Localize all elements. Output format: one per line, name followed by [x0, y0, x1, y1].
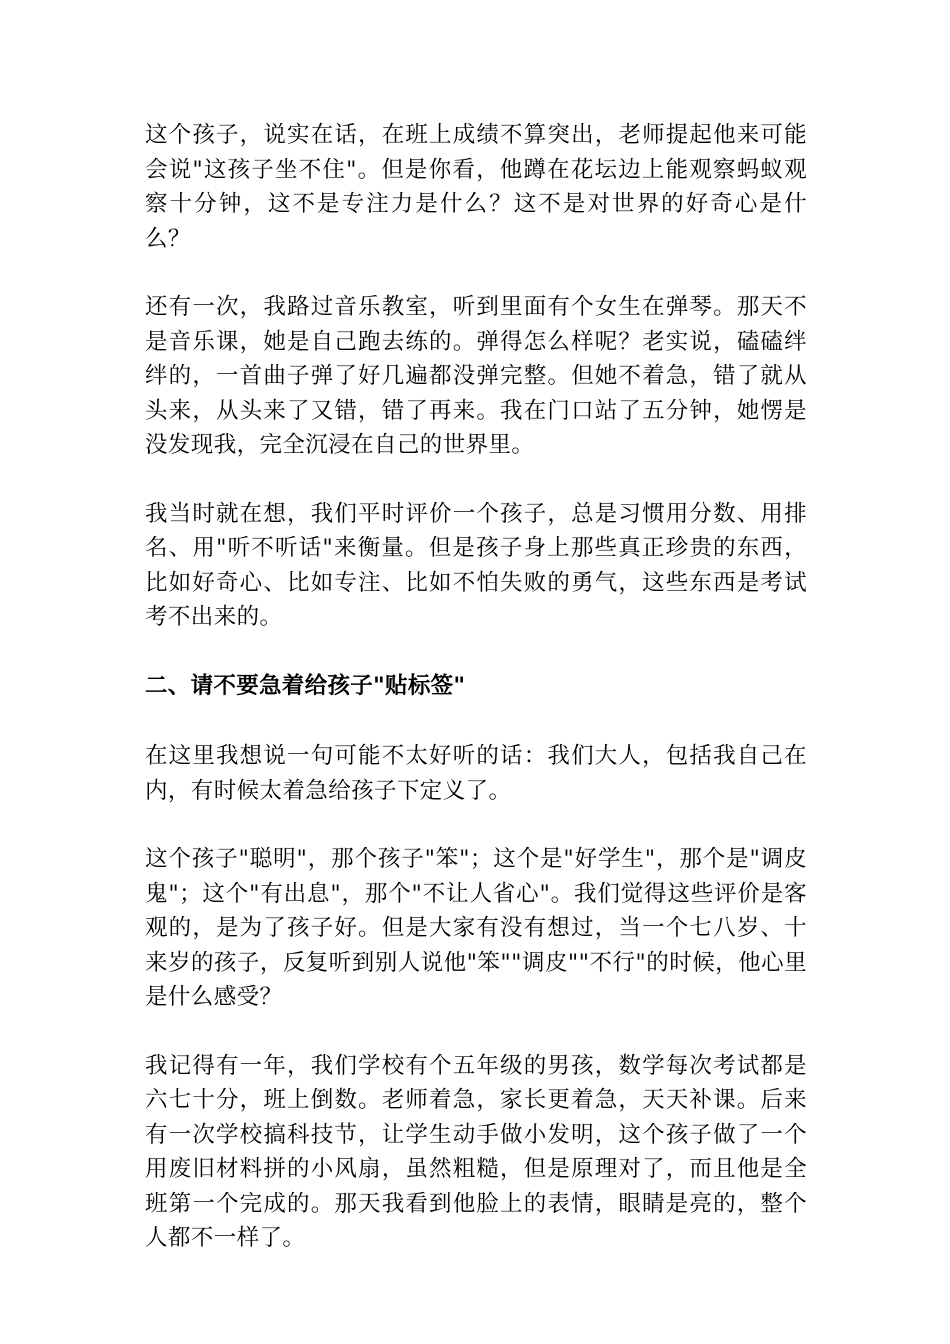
paragraph-piano: 还有一次，我路过音乐教室，听到里面有个女生在弹琴。那天不是音乐课，她是自己跑去练的。弹得怎么样呢？老实说，磕磕绊绊的，一首曲子弹了好几遍都没弹完整。但她不着急，错了就从头来，从头来了又错，错了再来。我在门口站了五分钟，她愣是没发现我，完全沉浸在自己的世界里。	[145, 294, 807, 458]
paragraph-labels: 这个孩子"聪明"，那个孩子"笨"；这个是"好学生"，那个是"调皮鬼"；这个"有出息"，那个"不让人省心"。我们觉得这些评价是客观的，是为了孩子好。但是大家有没有想过，当一个七八岁、十来岁的孩子，反复听到别人说他"笨""调皮""不行"的时候，他心里是什么感受？	[145, 846, 807, 1010]
paragraph-intro: 在这里我想说一句可能不太好听的话：我们大人，包括我自己在内，有时候太着急给孩子下定义了。	[145, 743, 807, 804]
paragraph-focus: 这个孩子，说实在话，在班上成绩不算突出，老师提起他来可能会说"这孩子坐不住"。但是你看，他蹲在花坛边上能观察蚂蚁观察十分钟，这不是专注力是什么？这不是对世界的好奇心是什么？	[145, 122, 807, 252]
section-heading: 二、请不要急着给孩子"贴标签"	[145, 672, 466, 699]
document-body	[145, 118, 807, 1290]
paragraph-story: 我记得有一年，我们学校有个五年级的男孩，数学每次考试都是六七十分，班上倒数。老师着急，家长更着急，天天补课。后来有一次学校搞科技节，让学生动手做小发明，这个孩子做了一个用废旧材料拼的小风扇，虽然粗糙，但是原理对了，而且他是全班第一个完成的。那天我看到他脸上的表情，眼睛是亮的，整个人都不一样了。	[145, 1052, 807, 1251]
paragraph-evaluation: 我当时就在想，我们平时评价一个孩子，总是习惯用分数、用排名、用"听不听话"来衡量。但是孩子身上那些真正珍贵的东西，比如好奇心、比如专注、比如不怕失败的勇气，这些东西是考试考不出来的。	[145, 500, 807, 630]
